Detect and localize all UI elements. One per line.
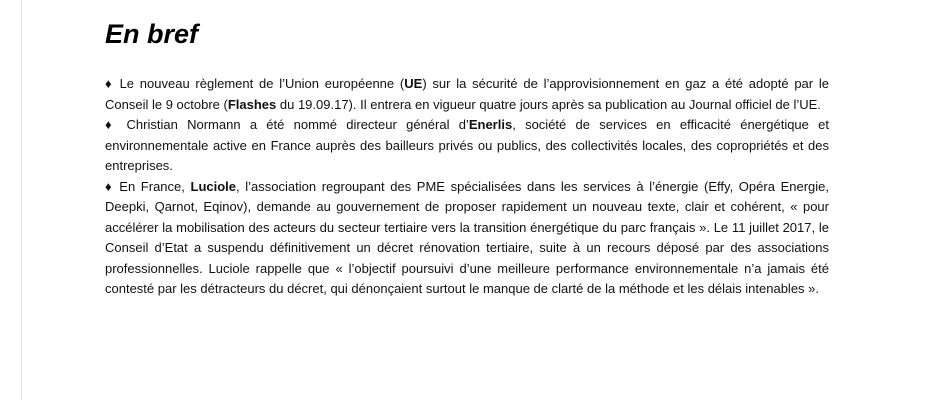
news-brief-section bbox=[105, 18, 829, 300]
diamond-bullet-icon: ♦ bbox=[105, 76, 114, 91]
text-run: En France, bbox=[113, 178, 191, 194]
bold-term: Luciole bbox=[190, 178, 237, 194]
left-margin-rule bbox=[21, 0, 22, 400]
text-run: ) sur la sécurité de l’approvisionnement en gaz a été adopté par le Conseil le 9 octobre ( bbox=[105, 76, 829, 112]
diamond-bullet-icon: ♦ bbox=[105, 178, 114, 194]
bold-term: Enerlis bbox=[468, 117, 513, 132]
text-run: du 19.09.17). Il entrera en vigueur quatre jours après sa publication au Journal officiel de l’UE. bbox=[276, 96, 821, 112]
text-run: Le nouveau règlement de l’Union européenne ( bbox=[113, 76, 405, 91]
bold-term: Flashes bbox=[227, 96, 277, 112]
brief-items-list bbox=[105, 74, 829, 300]
text-run: , l’association regroupant des PME spécialisées dans les services à l’énergie (Effy, Opéra Energie, Deepki, Qarnot, Eqinov), demande au gouvernement de proposer rapidement un nouveau texte, clair et cohérent, « pour accélérer la mobilisation des acteurs du secteur tertiaire vers la transition énergétique du parc français ». Le 11 juillet 2017, le Conseil d’Etat a suspendu définitivement un décret rénovation tertiaire, suite à un recours déposé par des associations professionnelles. Luciole rappelle que « l’objectif poursuivi d’une meilleure performance environnementale n’a jamais été contesté par les détracteurs du décret, qui dénonçaient surtout le manque de clarté de la méthode et les délais intenables ». bbox=[105, 178, 829, 296]
brief-item bbox=[105, 177, 829, 300]
brief-item bbox=[105, 115, 829, 177]
diamond-bullet-icon: ♦ bbox=[105, 117, 118, 132]
text-run: , société de services en efficacité énergétique et environnementale active en France auprès des bailleurs privés ou publics, des collectivités locales, des copropriétés et des entreprises. bbox=[105, 117, 829, 173]
text-run: Christian Normann a été nommé directeur général d’ bbox=[117, 117, 469, 132]
brief-item bbox=[105, 74, 829, 115]
section-title: En bref bbox=[105, 19, 199, 49]
bold-term: UE bbox=[404, 76, 423, 91]
